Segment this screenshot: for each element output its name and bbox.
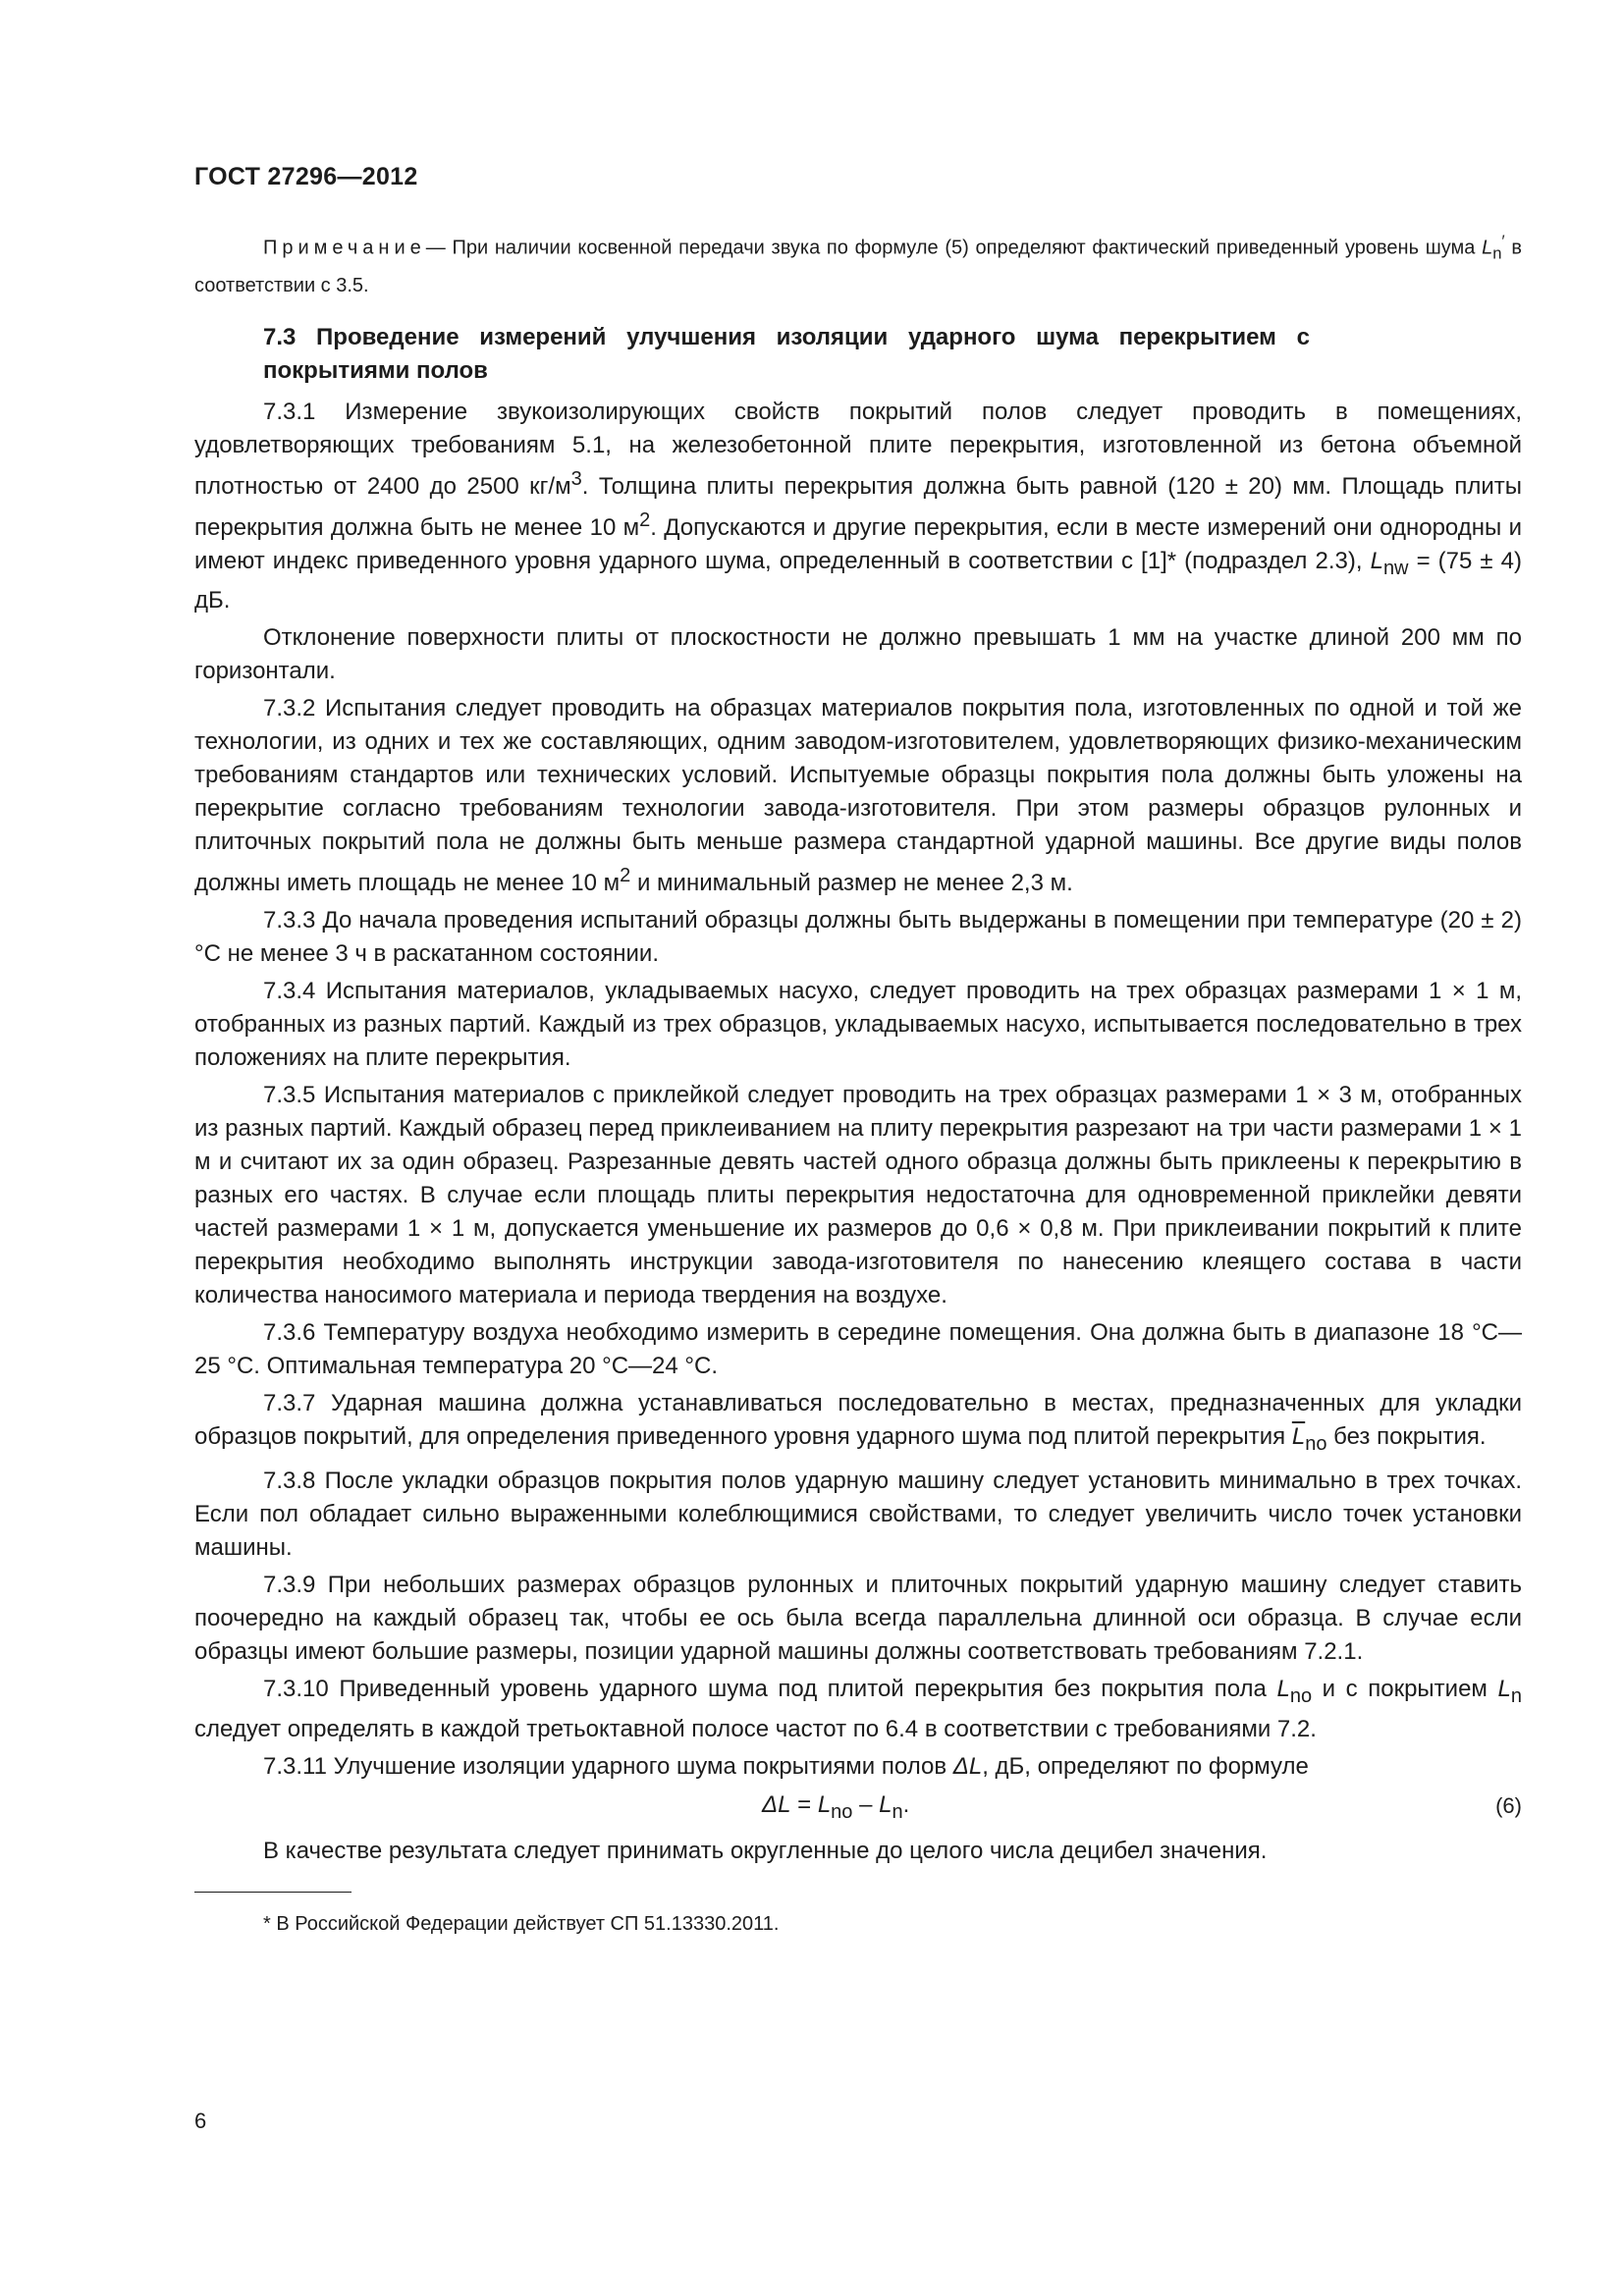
document-header: ГОСТ 27296—2012 <box>194 163 418 190</box>
paragraph-7-3-6: 7.3.6 Температуру воздуха необходимо измерить в середине помещения. Она должна быть в диапазоне 18 °C—25 °C. Оптимальная температура 20 °C—24 °C. <box>194 1319 1522 1380</box>
page-number: 6 <box>194 2109 207 2133</box>
paragraph-7-3-10: 7.3.10 Приведенный уровень ударного шума под плитой перекрытия без покрытия пола $L_{no}$ и с покрытием $L_n$ следует определять в каждой третьоктавной полосе частот по 6.4 в соответствии с требованиями 7.2. <box>194 1676 1523 1743</box>
note-label: Примечание <box>263 237 426 259</box>
formula-number: (6) <box>1495 1793 1522 1819</box>
paragraph-7-3-2: 7.3.2 Испытания следует проводить на образцах материалов покрытия пола, изготовленных по одной и той же технологии, из одних и тех же составляющих, одним заводом-изготовителем, удовлетворяющих физико-механическим требованиям стандартов или технических условий. Испытуемые образцы покрытия пола должны быть уложены на перекрытие согласно требованиям технологии завода-изготовителя. При этом размеры образцов рулонных и плиточных покрытий пола не должны быть меньше размера стандартной ударной машины. Все другие виды полов должны иметь площадь не менее 10 $м^2$ и минимальный размер не менее 2,3 м. <box>194 695 1522 897</box>
paragraph-7-3-3: 7.3.3 До начала проведения испытаний образцы должны быть выдержаны в помещении при температуре (20 ± 2) °C не менее 3 ч в раскатанном состоянии. <box>194 907 1522 968</box>
footnote: * В Российской Федерации действует СП 51.13330.2011. <box>263 1913 780 1936</box>
footnote-divider <box>194 1892 352 1893</box>
paragraph-7-3-5: 7.3.5 Испытания материалов с приклейкой следует проводить на трех образцах размерами 1 × 3 м, отобранных из разных партий. Каждый образец перед приклеиванием на плиту перекрытия разрезают на три части размерами 1 × 1 м и считают их за один образец. Разрезанные девять частей одного образца должны быть приклеены к перекрытию в разных его частях. В случае если площадь плиты перекрытия недостаточна для одновременной приклейки девяти частей размерами 1 × 1 м, допускается уменьшение их размеров до 0,6 × 0,8 м. При приклеивании покрытий к плите перекрытия необходимо выполнять инструкции завода-изготовителя по нанесению клеящего состава в части количества наносимого материала и периода твердения на воздухе. <box>194 1082 1522 1309</box>
note-paragraph: Примечание— При наличии косвенной передачи звука по формуле (5) определяют фактический приведенный уровень шума $L_n'$ в соответствии с 3.5. <box>194 232 1523 296</box>
result-paragraph: В качестве результата следует принимать округленные до целого числа децибел значения. <box>263 1838 1268 1865</box>
paragraph-7-3-11: 7.3.11 Улучшение изоляции ударного шума покрытиями полов ΔL, дБ, определяют по формуле <box>263 1753 1309 1781</box>
paragraph-7-3-4: 7.3.4 Испытания материалов, укладываемых насухо, следует проводить на трех образцах размерами 1 × 1 м, отобранных из разных партий. Каждый из трех образцов, укладываемых насухо, испытывается последовательно в трех положениях на плите перекрытия. <box>194 978 1522 1072</box>
paragraph-7-3-7: 7.3.7 Ударная машина должна устанавливаться последовательно в местах, предназначенных для укладки образцов покрытий, для определения приведенного уровня ударного шума под плитой перекрытия $\overline{L}_{no}$ без покрытия. <box>194 1390 1522 1456</box>
paragraph-7-3-1-flatness: Отклонение поверхности плиты от плоскостности не должно превышать 1 мм на участке длиной 200 мм по горизонтали. <box>194 624 1522 685</box>
paragraph-7-3-8: 7.3.8 После укладки образцов покрытия полов ударную машину следует установить минимально в трех точках. Если пол обладает сильно выраженными колеблющимися свойствами, то следует увеличить число точек установки машины. <box>194 1468 1522 1562</box>
formula-expression: $\Delta L = L_{no} - L_n$. <box>762 1791 910 1823</box>
document-body <box>194 226 1522 1938</box>
paragraph-7-3-1: 7.3.1 Измерение звукоизолирующих свойств покрытий полов следует проводить в помещениях, удовлетворяющих требованиям 5.1, на железобетонной плите перекрытия, изготовленной из бетона объемной плотностью от 2400 до 2500 $кг/м^3$. Толщина плиты перекрытия должна быть равной (120 ± 20) мм. Площадь плиты перекрытия должна быть не менее 10 $м^2$. Допускаются и другие перекрытия, если в месте измерений они однородны и имеют индекс приведенного уровня ударного шума, определенный в соответствии с [1]* (подраздел 2.3), $L_{nw} = (75 \pm 4)$ дБ. <box>194 398 1522 614</box>
section-heading: 7.3 Проведение измерений улучшения изоляции ударного шума перекрытием с покрытиями полов <box>263 323 1310 384</box>
formula-6 <box>194 1788 1522 1835</box>
paragraph-7-3-9: 7.3.9 При небольших размерах образцов рулонных и плиточных покрытий ударную машину следует ставить поочередно на каждый образец так, чтобы ее ось была всегда параллельна длинной оси образца. В случае если образцы имеют большие размеры, позиции ударной машины должны соответствовать требованиям 7.2.1. <box>194 1572 1522 1666</box>
